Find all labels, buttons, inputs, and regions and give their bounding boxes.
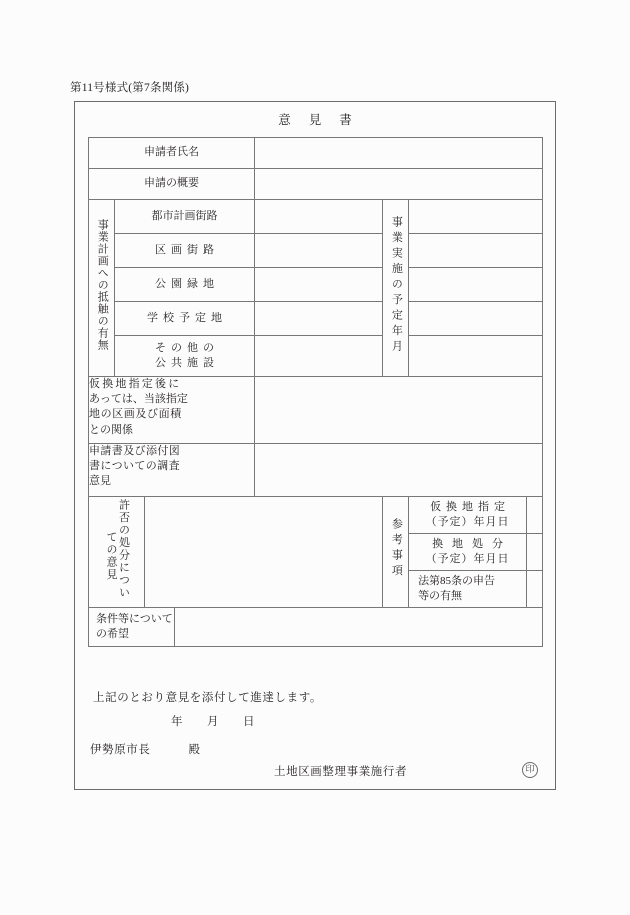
table-row-conflict-block-road (89, 234, 543, 268)
conditions-line-1: 条件等について (96, 612, 173, 625)
reference-item-3-line2: 等の有無 (418, 590, 463, 602)
conflict-group-label: 事業計画への抵触の有無 (89, 200, 115, 377)
closing-date-line (171, 713, 279, 729)
conflict-item-label-park-greenery: 公園緑地 (115, 268, 255, 302)
schedule-value-park-greenery[interactable] (409, 268, 543, 302)
application-survey-value[interactable] (255, 444, 543, 497)
disposition-opinion-label (89, 497, 145, 608)
conflict-item-label-city-planning-road: 都市計画街路 (115, 200, 255, 234)
reference-value-temp-land-designation[interactable] (527, 497, 543, 534)
temp-land-relation-value[interactable] (255, 377, 543, 444)
seal-icon: 印 (522, 762, 538, 778)
schedule-value-other-public-facility[interactable] (409, 336, 543, 377)
temp-land-relation-line-4: との関係 (89, 423, 133, 436)
conditions-label (89, 608, 175, 647)
opinion-form-table (88, 137, 543, 647)
table-row-disposition-opinion-and-reference-1 (89, 497, 543, 534)
addressee-honorific: 殿 (188, 744, 201, 756)
schedule-value-city-planning-road[interactable] (409, 200, 543, 234)
closing-addressee-line (90, 741, 201, 757)
application-summary-value[interactable] (255, 169, 543, 200)
document-title: 意見書 (278, 113, 370, 127)
temp-land-relation-line-2: あっては、当該指定 (89, 393, 188, 406)
table-row-conflict-park-greenery (89, 268, 543, 302)
conflict-item-label-other-public-facility (115, 336, 255, 377)
schedule-value-school-site[interactable] (409, 302, 543, 336)
conflict-value-park-greenery[interactable] (255, 268, 383, 302)
table-row-conflict-school-site (89, 302, 543, 336)
disposition-opinion-value[interactable] (145, 497, 383, 608)
reference-item-3-line1: 法第85条の申告 (418, 574, 496, 587)
table-row-application-survey (89, 444, 543, 497)
reference-item-2-line1: 換地処分 (432, 537, 513, 550)
reference-item-1-line1: 仮換地指定 (430, 500, 511, 513)
temp-land-relation-label (89, 377, 255, 444)
reference-item-label-article85-declaration (409, 571, 527, 608)
table-row-conditions (89, 608, 543, 647)
conflict-value-school-site[interactable] (255, 302, 383, 336)
application-survey-label (89, 444, 255, 497)
signer-label: 土地区画整理事業施行者 (274, 766, 408, 778)
conflict-value-city-planning-road[interactable] (255, 200, 383, 234)
conditions-line-2: の希望 (96, 628, 129, 640)
application-survey-line-2: 書についての調査 (89, 460, 180, 473)
reference-item-label-land-replacement-disposition (409, 534, 527, 571)
table-row-applicant-name (89, 138, 543, 169)
date-year-label: 年 (171, 716, 183, 728)
date-month-label: 月 (207, 716, 219, 728)
application-summary-label: 申請の概要 (89, 169, 255, 200)
conflict-other-line2: 公共施設 (155, 357, 220, 369)
reference-item-label-temp-land-designation (409, 497, 527, 534)
schedule-value-block-road[interactable] (409, 234, 543, 268)
application-survey-line-1: 申請書及び添付図 (89, 445, 181, 457)
date-day-label: 日 (243, 716, 255, 728)
disposition-opinion-column-left: ての意見 (105, 531, 117, 582)
disposition-opinion-column-right: 許否の処分につい (117, 499, 130, 600)
seal-area (522, 760, 538, 778)
reference-item-2-line2: （予定）年月日 (425, 553, 510, 565)
closing-statement: 上記のとおり意見を添付して進達します。 (93, 692, 322, 704)
temp-land-relation-line-3: 地の区画及び面積 (89, 408, 182, 421)
conflict-item-label-school-site: 学校予定地 (115, 302, 255, 336)
conditions-value[interactable] (175, 608, 543, 647)
reference-value-land-replacement-disposition[interactable] (527, 534, 543, 571)
application-survey-line-3: 意見 (89, 475, 111, 488)
form-number: 第11号様式(第7条関係) (70, 82, 190, 94)
applicant-name-value[interactable] (255, 138, 543, 169)
reference-item-1-line2: （予定）年月日 (425, 516, 510, 528)
reference-value-article85-declaration[interactable] (527, 571, 543, 608)
conflict-value-block-road[interactable] (255, 234, 383, 268)
reference-group-label: 参考事項 (383, 497, 409, 608)
applicant-name-label: 申請者氏名 (89, 138, 255, 169)
table-row-temp-land-relation (89, 377, 543, 444)
conflict-value-other-public-facility[interactable] (255, 336, 383, 377)
temp-land-relation-line-1: 仮換地指定後に (89, 378, 182, 390)
table-row-application-summary (89, 169, 543, 200)
addressee-name: 伊勢原市長 (90, 744, 151, 756)
table-row-conflict-city-planning-road (89, 200, 543, 234)
conflict-other-line1: その他の (155, 341, 220, 354)
table-row-conflict-other-public-facility (89, 336, 543, 377)
conflict-item-label-block-road: 区画街路 (115, 234, 255, 268)
schedule-group-label: 事業実施の予定年月 (383, 200, 409, 377)
